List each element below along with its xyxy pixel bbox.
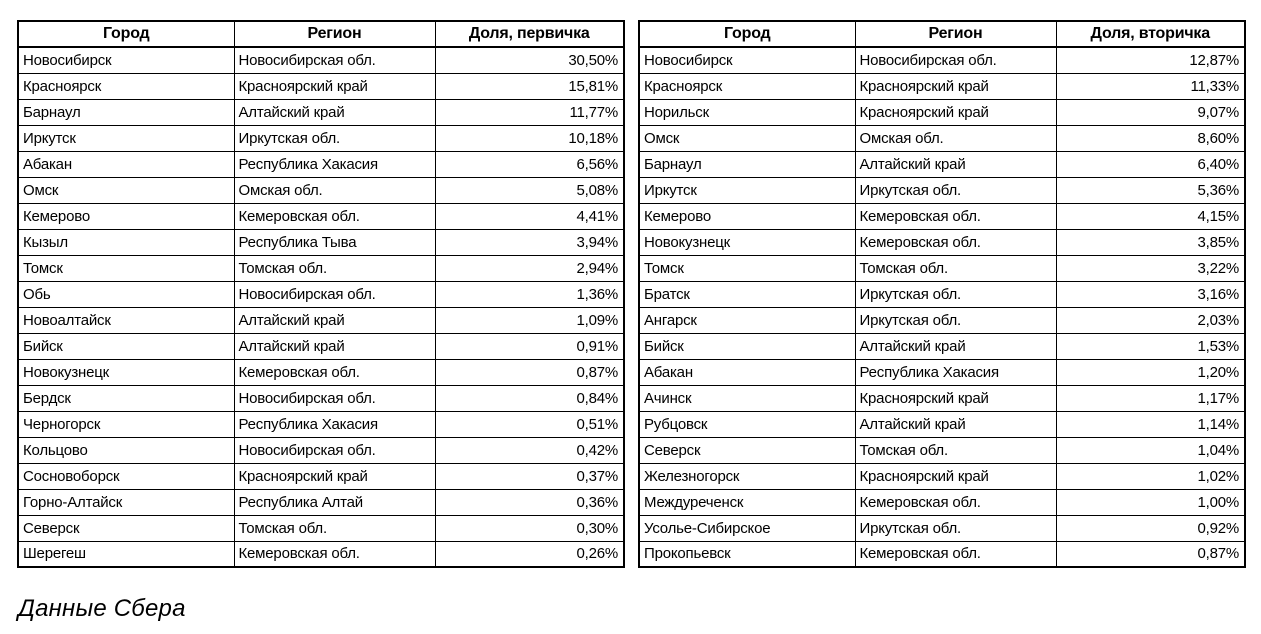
table-row [18, 203, 624, 229]
region-cell: Республика Алтай [234, 489, 435, 515]
region-cell: Омская обл. [234, 177, 435, 203]
table-row [639, 411, 1245, 437]
header-region: Регион [234, 21, 435, 47]
city-cell: Междуреченск [639, 489, 855, 515]
table-row [18, 515, 624, 541]
city-cell: Иркутск [18, 125, 234, 151]
region-cell: Новосибирская обл. [234, 47, 435, 73]
share-cell: 4,41% [435, 203, 624, 229]
city-cell: Братск [639, 281, 855, 307]
table-row [639, 151, 1245, 177]
city-cell: Норильск [639, 99, 855, 125]
share-cell: 11,33% [1056, 73, 1245, 99]
region-cell: Томская обл. [855, 255, 1056, 281]
share-cell: 4,15% [1056, 203, 1245, 229]
city-cell: Сосновоборск [18, 463, 234, 489]
table-row [639, 229, 1245, 255]
table-header-row [18, 21, 624, 47]
header-city: Город [639, 21, 855, 47]
region-cell: Иркутская обл. [855, 177, 1056, 203]
region-cell: Алтайский край [234, 307, 435, 333]
city-cell: Железногорск [639, 463, 855, 489]
city-cell: Бердск [18, 385, 234, 411]
share-cell: 11,77% [435, 99, 624, 125]
share-cell: 2,03% [1056, 307, 1245, 333]
share-cell: 5,08% [435, 177, 624, 203]
table-row [18, 463, 624, 489]
share-cell: 0,87% [435, 359, 624, 385]
table-row [639, 255, 1245, 281]
table-row [639, 489, 1245, 515]
table-row [639, 437, 1245, 463]
secondary-market-share-table [638, 20, 1246, 568]
share-cell: 1,53% [1056, 333, 1245, 359]
primary-market-share-table [17, 20, 625, 568]
share-cell: 0,36% [435, 489, 624, 515]
city-cell: Черногорск [18, 411, 234, 437]
city-cell: Новокузнецк [639, 229, 855, 255]
share-cell: 3,22% [1056, 255, 1245, 281]
table-row [18, 125, 624, 151]
city-cell: Ачинск [639, 385, 855, 411]
city-cell: Красноярск [639, 73, 855, 99]
share-cell: 2,94% [435, 255, 624, 281]
table-row [18, 489, 624, 515]
region-cell: Красноярский край [855, 99, 1056, 125]
city-cell: Кольцово [18, 437, 234, 463]
header-region: Регион [855, 21, 1056, 47]
region-cell: Красноярский край [234, 463, 435, 489]
region-cell: Новосибирская обл. [855, 47, 1056, 73]
city-cell: Ангарск [639, 307, 855, 333]
table-row [18, 541, 624, 567]
table-row [18, 307, 624, 333]
share-cell: 3,85% [1056, 229, 1245, 255]
region-cell: Республика Хакасия [855, 359, 1056, 385]
city-cell: Бийск [639, 333, 855, 359]
table-row [639, 47, 1245, 73]
city-cell: Северск [639, 437, 855, 463]
region-cell: Кемеровская обл. [234, 541, 435, 567]
table-row [18, 177, 624, 203]
city-cell: Абакан [18, 151, 234, 177]
share-cell: 1,09% [435, 307, 624, 333]
share-cell: 0,26% [435, 541, 624, 567]
share-cell: 15,81% [435, 73, 624, 99]
table-row [639, 359, 1245, 385]
table-row [639, 385, 1245, 411]
table-row [18, 385, 624, 411]
table-row [18, 411, 624, 437]
city-cell: Томск [18, 255, 234, 281]
share-cell: 0,84% [435, 385, 624, 411]
region-cell: Омская обл. [855, 125, 1056, 151]
table-row [639, 203, 1245, 229]
city-cell: Шерегеш [18, 541, 234, 567]
region-cell: Томская обл. [234, 255, 435, 281]
region-cell: Республика Хакасия [234, 411, 435, 437]
city-cell: Бийск [18, 333, 234, 359]
city-cell: Абакан [639, 359, 855, 385]
table-row [639, 73, 1245, 99]
city-cell: Новосибирск [639, 47, 855, 73]
header-share-primary: Доля, первичка [435, 21, 624, 47]
city-cell: Томск [639, 255, 855, 281]
city-cell: Кемерово [639, 203, 855, 229]
city-cell: Омск [639, 125, 855, 151]
city-cell: Красноярск [18, 73, 234, 99]
region-cell: Кемеровская обл. [855, 203, 1056, 229]
region-cell: Томская обл. [234, 515, 435, 541]
table-header-row [639, 21, 1245, 47]
region-cell: Иркутская обл. [855, 281, 1056, 307]
region-cell: Иркутская обл. [855, 307, 1056, 333]
share-cell: 3,16% [1056, 281, 1245, 307]
city-cell: Обь [18, 281, 234, 307]
header-city: Город [18, 21, 234, 47]
region-cell: Красноярский край [855, 463, 1056, 489]
region-cell: Томская обл. [855, 437, 1056, 463]
share-cell: 1,02% [1056, 463, 1245, 489]
region-cell: Кемеровская обл. [855, 541, 1056, 567]
table-row [18, 47, 624, 73]
table-row [639, 515, 1245, 541]
region-cell: Алтайский край [855, 333, 1056, 359]
share-cell: 0,37% [435, 463, 624, 489]
region-cell: Республика Хакасия [234, 151, 435, 177]
share-cell: 3,94% [435, 229, 624, 255]
table-row [18, 359, 624, 385]
table-row [639, 281, 1245, 307]
share-cell: 1,14% [1056, 411, 1245, 437]
region-cell: Алтайский край [855, 411, 1056, 437]
share-cell: 12,87% [1056, 47, 1245, 73]
region-cell: Красноярский край [855, 73, 1056, 99]
share-cell: 5,36% [1056, 177, 1245, 203]
region-cell: Новосибирская обл. [234, 281, 435, 307]
region-cell: Республика Тыва [234, 229, 435, 255]
region-cell: Алтайский край [234, 99, 435, 125]
share-cell: 1,00% [1056, 489, 1245, 515]
city-cell: Иркутск [639, 177, 855, 203]
region-cell: Новосибирская обл. [234, 437, 435, 463]
share-cell: 0,42% [435, 437, 624, 463]
table-row [639, 463, 1245, 489]
share-cell: 6,56% [435, 151, 624, 177]
city-cell: Рубцовск [639, 411, 855, 437]
region-cell: Кемеровская обл. [234, 203, 435, 229]
table-row [18, 281, 624, 307]
share-cell: 8,60% [1056, 125, 1245, 151]
share-cell: 1,17% [1056, 385, 1245, 411]
region-cell: Алтайский край [234, 333, 435, 359]
table-row [639, 333, 1245, 359]
region-cell: Красноярский край [234, 73, 435, 99]
city-cell: Кемерово [18, 203, 234, 229]
city-cell: Новокузнецк [18, 359, 234, 385]
city-cell: Барнаул [639, 151, 855, 177]
share-cell: 10,18% [435, 125, 624, 151]
share-cell: 0,87% [1056, 541, 1245, 567]
share-cell: 9,07% [1056, 99, 1245, 125]
city-cell: Омск [18, 177, 234, 203]
region-cell: Кемеровская обл. [855, 489, 1056, 515]
city-cell: Горно-Алтайск [18, 489, 234, 515]
table-row [18, 99, 624, 125]
table-row [18, 151, 624, 177]
table-row [18, 333, 624, 359]
table-row [639, 177, 1245, 203]
share-cell: 1,04% [1056, 437, 1245, 463]
table-row [639, 125, 1245, 151]
table-row [18, 229, 624, 255]
region-cell: Иркутская обл. [234, 125, 435, 151]
city-cell: Усолье-Сибирское [639, 515, 855, 541]
city-cell: Новоалтайск [18, 307, 234, 333]
header-share-secondary: Доля, вторичка [1056, 21, 1245, 47]
share-cell: 1,20% [1056, 359, 1245, 385]
table-row [639, 307, 1245, 333]
share-cell: 6,40% [1056, 151, 1245, 177]
share-cell: 0,51% [435, 411, 624, 437]
table-row [18, 255, 624, 281]
share-cell: 1,36% [435, 281, 624, 307]
share-cell: 30,50% [435, 47, 624, 73]
share-cell: 0,91% [435, 333, 624, 359]
table-row [18, 437, 624, 463]
region-cell: Новосибирская обл. [234, 385, 435, 411]
region-cell: Кемеровская обл. [855, 229, 1056, 255]
table-row [18, 73, 624, 99]
region-cell: Алтайский край [855, 151, 1056, 177]
share-cell: 0,92% [1056, 515, 1245, 541]
region-cell: Иркутская обл. [855, 515, 1056, 541]
region-cell: Кемеровская обл. [234, 359, 435, 385]
region-cell: Красноярский край [855, 385, 1056, 411]
table-row [639, 99, 1245, 125]
city-cell: Кызыл [18, 229, 234, 255]
city-cell: Прокопьевск [639, 541, 855, 567]
share-cell: 0,30% [435, 515, 624, 541]
city-cell: Новосибирск [18, 47, 234, 73]
city-cell: Барнаул [18, 99, 234, 125]
table-row [639, 541, 1245, 567]
city-cell: Северск [18, 515, 234, 541]
data-source-note: Данные Сбера [18, 595, 186, 622]
